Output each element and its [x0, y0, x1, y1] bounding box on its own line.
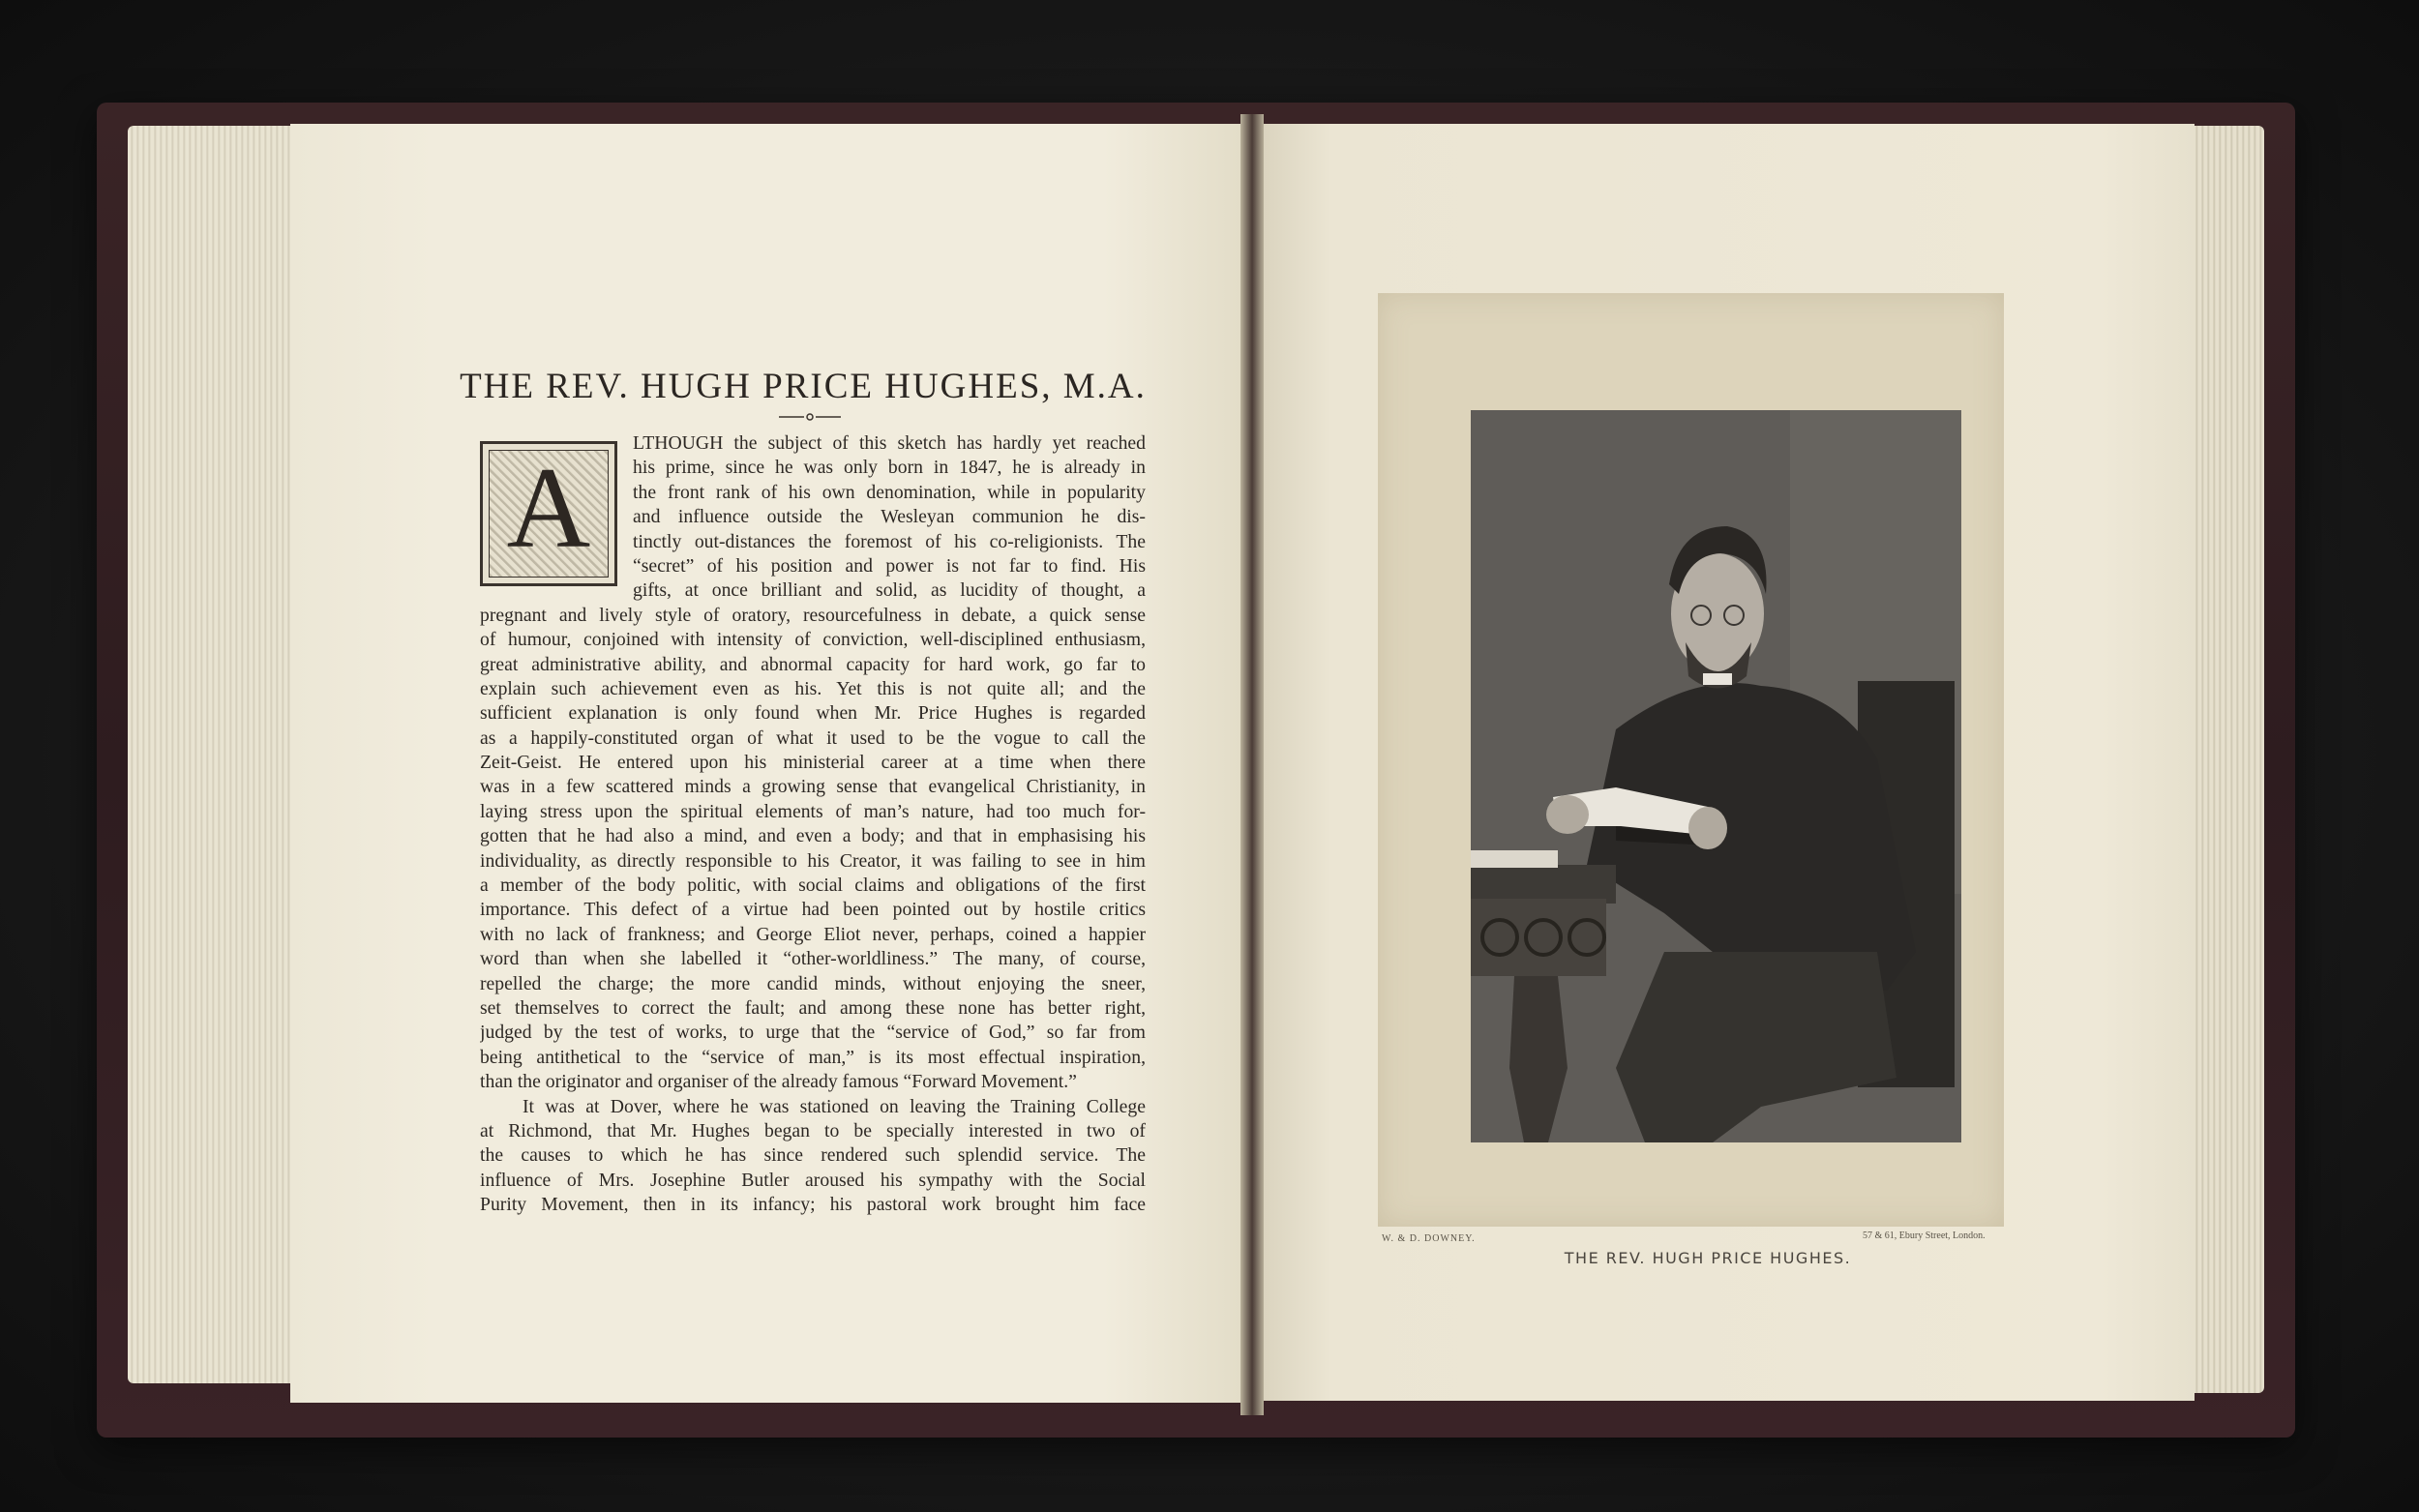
text-line: great administrative ability, and abnormal capacity for hard work, go far to [480, 653, 1146, 675]
text-line: the front rank of his own denomination, while in popularity [633, 481, 1146, 503]
text-line: explain such achievement even as his. Yet this is not quite all; and the [480, 677, 1146, 699]
text-line: set themselves to correct the fault; and among these none has better right, [480, 996, 1146, 1019]
studio-address: 57 & 61, Ebury Street, London. [1863, 1230, 1986, 1241]
initial-letter: A [506, 443, 591, 572]
text-line: laying stress upon the spiritual elements of man’s nature, had too much for- [480, 800, 1146, 822]
text-line: tinctly out-distances the foremost of his co-religionists. The [633, 530, 1146, 552]
text-line: with no lack of frankness; and George Eliot never, perhaps, coined a happier [480, 923, 1146, 945]
text-line: individuality, as directly responsible to his Creator, it was failing to see in him [480, 849, 1146, 872]
title-ornament [779, 412, 841, 422]
text-line: being antithetical to the “service of man,” is its most effectual inspiration, [480, 1046, 1146, 1068]
text-line: a member of the body politic, with social claims and obligations of the first [480, 875, 1146, 897]
portrait-caption: THE REV. HUGH PRICE HUGHES. [1564, 1249, 1852, 1267]
text-line: and influence outside the Wesleyan communion he dis- [633, 506, 1146, 528]
text-line: LTHOUGH the subject of this sketch has hardly yet reached [633, 432, 1146, 454]
text-line: his prime, since he was only born in 1847, he is already in [633, 457, 1146, 479]
article-body [480, 431, 1146, 1218]
text-line: repelled the charge; the more candid minds, without enjoying the sneer, [480, 972, 1146, 994]
text-line: pregnant and lively style of oratory, resourcefulness in debate, a quick sense [480, 604, 1146, 626]
text-line: It was at Dover, where he was stationed on leaving the Training College [523, 1095, 1146, 1117]
text-line: word than when she labelled it “other-worldliness.” The many, of course, [480, 948, 1146, 970]
text-line: than the originator and organiser of the already famous “Forward Movement.” [480, 1071, 1077, 1093]
text-line: gifts, at once brilliant and solid, as lucidity of thought, a [633, 579, 1146, 602]
text-line: of humour, conjoined with intensity of conviction, well-disciplined enthusiasm, [480, 629, 1146, 651]
text-line: influence of Mrs. Josephine Butler aroused his sympathy with the Social [480, 1169, 1146, 1191]
text-line: as a happily-constituted organ of what it used to be the vogue to call the [480, 726, 1146, 749]
text-line: importance. This defect of a virtue had been pointed out by hostile critics [480, 899, 1146, 921]
text-line: judged by the test of works, to urge that the “service of God,” so far from [480, 1022, 1146, 1044]
text-line: sufficient explanation is only found when Mr. Price Hughes is regarded [480, 702, 1146, 725]
portrait-photograph [1471, 410, 1961, 1142]
portrait-drawing [1471, 410, 1961, 1142]
text-line: at Richmond, that Mr. Hughes began to be specially interested in two of [480, 1119, 1146, 1141]
text-line: gotten that he had also a mind, and even a body; and that in emphasising his [480, 825, 1146, 847]
text-line: was in a few scattered minds a growing sense that evangelical Christianity, in [480, 776, 1146, 798]
article-title: THE REV. HUGH PRICE HUGHES, M.A. [460, 367, 1147, 406]
text-line: Zeit-Geist. He entered upon his ministerial career at a time when there [480, 752, 1146, 774]
text-line: the causes to which he has since rendered such splendid service. The [480, 1144, 1146, 1167]
photographer-credit: W. & D. DOWNEY. [1382, 1233, 1476, 1244]
text-line: “secret” of his position and power is not far to find. His [633, 554, 1146, 577]
left-page-stack [128, 126, 312, 1383]
right-page-stack [2187, 126, 2264, 1393]
book-gutter [1240, 114, 1264, 1415]
text-line: Purity Movement, then in its infancy; his pastoral work brought him face [480, 1194, 1146, 1216]
